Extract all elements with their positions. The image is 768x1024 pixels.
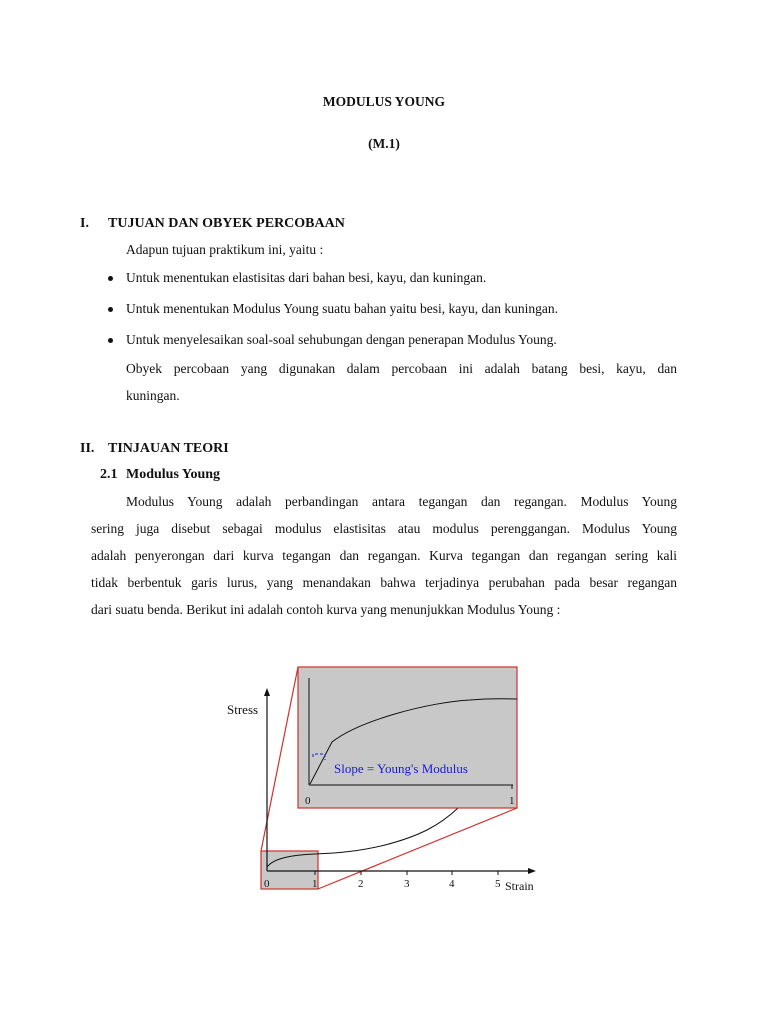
x-tick-label: 0 xyxy=(264,878,270,890)
section-2-heading: TINJAUAN TEORI xyxy=(108,441,229,456)
x-tick-label: 4 xyxy=(449,878,455,890)
inset-tick-label: 1 xyxy=(509,795,515,807)
subsection-number: 2.1 xyxy=(100,467,118,482)
section-1-intro: Adapun tujuan praktikum ini, yaitu : xyxy=(126,242,324,257)
paragraph-line: sering juga disebut sebagai modulus elastisitas atau modulus perenggangan. Modulus Young xyxy=(91,521,677,536)
x-tick-label: 5 xyxy=(495,878,501,890)
inset-tick-label: 0 xyxy=(305,795,311,807)
document-code: (M.1) xyxy=(368,136,400,151)
paragraph-line: Obyek percobaan yang digunakan dalam percobaan ini adalah batang besi, kayu, dan xyxy=(126,361,677,376)
paragraph-line: adalah penyerongan dari kurva tegangan dan regangan. Kurva tegangan dan regangan sering kali xyxy=(91,548,677,563)
list-item-text: Untuk menyelesaikan soal-soal sehubungan dengan penerapan Modulus Young. xyxy=(126,332,557,347)
y-axis-label: Stress xyxy=(227,702,259,717)
inset-box xyxy=(298,667,517,808)
section-2-number: II. xyxy=(80,441,95,456)
x-axis-label: Strain xyxy=(505,879,534,893)
connector-line-right xyxy=(318,808,517,889)
paragraph-line: kuningan. xyxy=(126,388,180,403)
slope-label: Slope = Young's Modulus xyxy=(334,761,468,776)
paragraph-line: tidak berbentuk garis lurus, yang menandakan bahwa terjadinya perubahan pada besar regangan xyxy=(91,575,677,590)
document-title: MODULUS YOUNG xyxy=(322,94,446,109)
y-axis-arrow xyxy=(264,688,270,696)
subsection-heading: Modulus Young xyxy=(126,467,221,482)
list-item-text: Untuk menentukan Modulus Young suatu bahan yaitu besi, kayu, dan kuningan. xyxy=(126,301,558,316)
section-1-number: I. xyxy=(80,216,89,231)
section-1-heading: TUJUAN DAN OBYEK PERCOBAAN xyxy=(108,216,345,231)
list-item-text: Untuk menentukan elastisitas dari bahan besi, kayu, dan kuningan. xyxy=(126,270,487,285)
x-axis-arrow xyxy=(528,868,536,874)
x-tick-label: 1 xyxy=(312,878,318,890)
x-tick-label: 3 xyxy=(404,878,410,890)
x-tick-label: 2 xyxy=(358,878,364,890)
paragraph-line: Modulus Young adalah perbandingan antara tegangan dan regangan. Modulus Young xyxy=(126,494,677,509)
paragraph-line: dari suatu benda. Berikut ini adalah contoh kurva yang menunjukkan Modulus Young : xyxy=(91,602,561,617)
